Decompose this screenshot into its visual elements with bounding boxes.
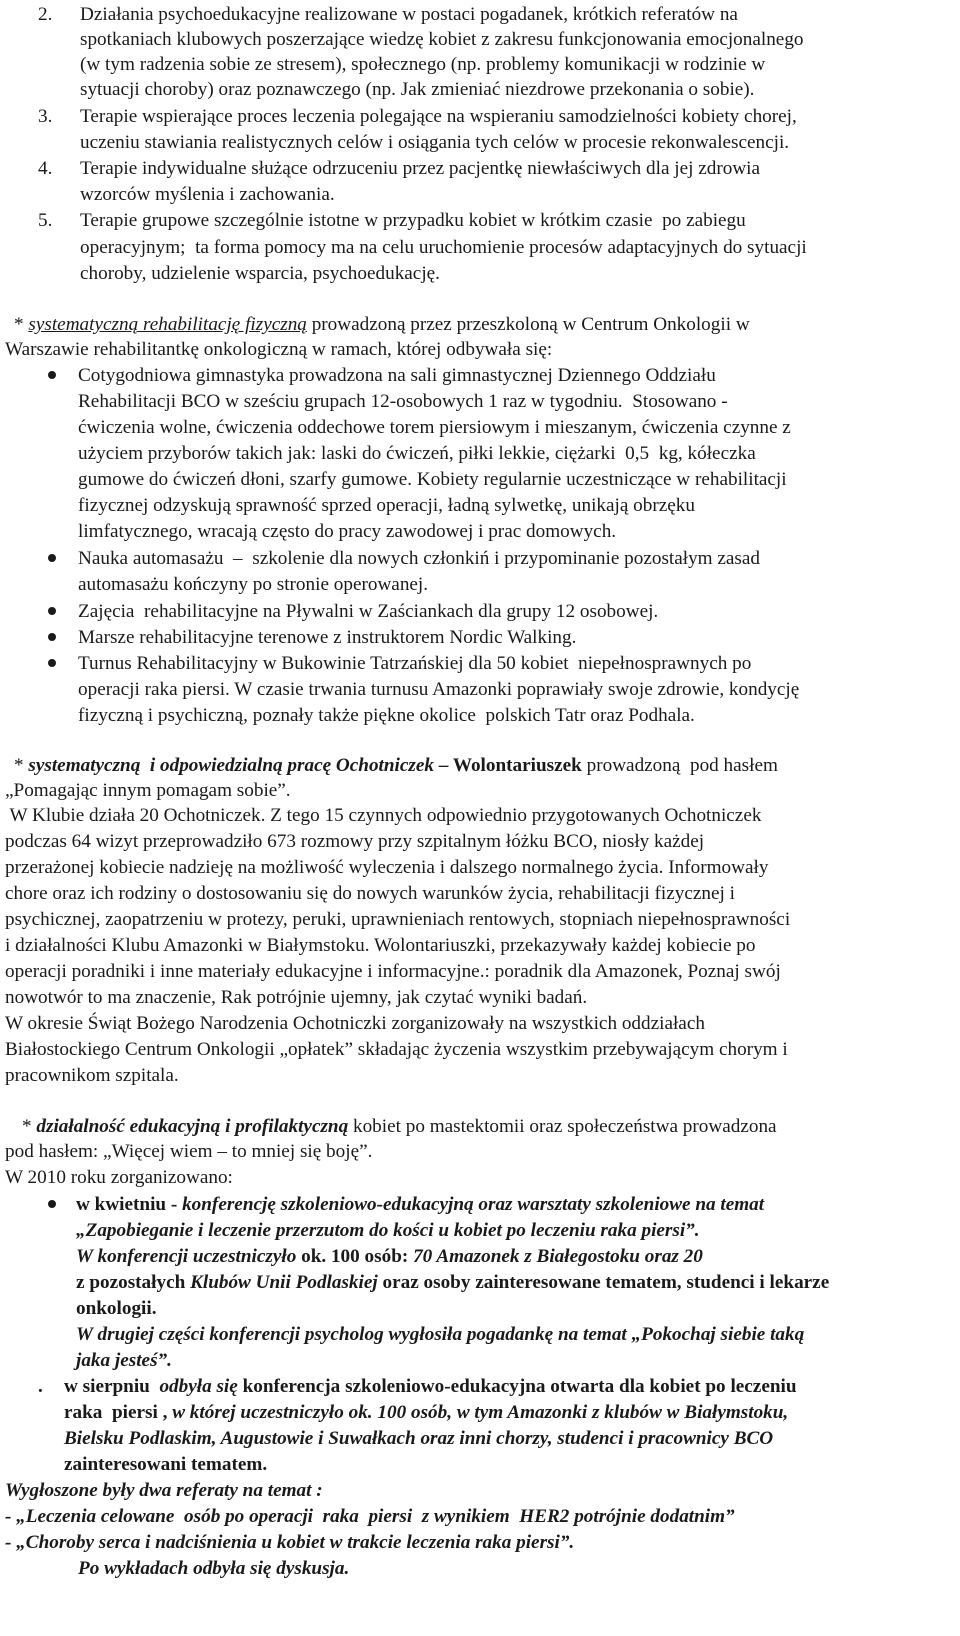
bullet-line: automasażu kończyny po stronie operowanej. — [78, 574, 429, 595]
paragraph-line: wzorców myślenia i zachowania. — [80, 184, 335, 205]
paragraph-line: i działalności Klubu Amazonki w Białymstoku. Wolontariuszki, przekazywały każdej kobiecie po — [5, 935, 756, 956]
bullet-line: limfatycznego, wracają często do pracy zawodowej i prac domowych. — [78, 521, 617, 542]
list-number: 2. — [38, 4, 53, 25]
paragraph-line: Terapie indywidualne służące odrzuceniu przez pacjentkę niewłaściwych dla jej zdrowia — [80, 158, 761, 179]
bullet-line: Marsze rehabilitacyjne terenowe z instruktorem Nordic Walking. — [78, 627, 577, 648]
section-heading-line: * systematyczną i odpowiedzialną pracę Ochotniczek – Wolontariuszek prowadzoną pod hasłem — [14, 755, 778, 776]
paragraph-line: W Klubie działa 20 Ochotniczek. Z tego 15 czynnych odpowiednio przygotowanych Ochotniczek — [5, 805, 762, 826]
list-marker: . — [38, 1376, 43, 1397]
bullet-icon — [48, 554, 56, 562]
bullet-line: w kwietniu - konferencję szkoleniowo-edukacyjną oraz warsztaty szkoleniowe na temat — [76, 1194, 765, 1215]
paragraph-line: Terapie grupowe szczególnie istotne w przypadku kobiet w krótkim czasie po zabiegu — [80, 210, 746, 231]
list-number: 4. — [38, 158, 53, 179]
bullet-line: raka piersi , w której uczestniczyło ok. 100 osób, w tym Amazonki z klubów w Białymstoku, — [64, 1402, 789, 1423]
paragraph-line: choroby, udzielenie wsparcia, psychoedukację. — [80, 263, 440, 284]
paragraph-line: Działania psychoedukacyjne realizowane w postaci pogadanek, krótkich referatów na — [80, 4, 738, 25]
bullet-line: Nauka automasażu – szkolenie dla nowych członkiń i przypominanie pozostałym zasad — [78, 548, 761, 569]
section-title: systematyczną rehabilitację fizyczną — [28, 314, 307, 335]
paragraph-line: sytuacji choroby) oraz poznawczego (np. Jak zmieniać niezdrowe przekonania o sobie). — [80, 79, 755, 100]
bullet-line: zainteresowani tematem. — [64, 1454, 268, 1475]
paragraph-line: operacyjnym; ta forma pomocy ma na celu uruchomienie procesów adaptacyjnych do sytuacji — [80, 237, 807, 258]
section-title: systematyczną i odpowiedzialną pracę Ochotniczek — [28, 755, 434, 776]
paragraph-line: W okresie Świąt Bożego Narodzenia Ochotniczki zorganizowały na wszystkich oddziałach — [5, 1013, 705, 1034]
bullet-line: fizycznej odzyskują sprawność sprzed operacji, ładną sylwetkę, unikają obrzęku — [78, 495, 695, 516]
bullet-line: jaka jesteś”. — [76, 1350, 172, 1371]
bullet-line: W konferencji uczestniczyło ok. 100 osób: 70 Amazonek z Białegostoku oraz 20 — [76, 1246, 703, 1267]
bullet-line: operacji raka piersi. W czasie trwania turnusu Amazonki poprawiały swoje zdrowie, kondycję — [78, 679, 800, 700]
bullet-line: fizyczną i psychiczną, poznały także piękne okolice polskich Tatr oraz Podhala. — [78, 705, 695, 726]
paragraph-line: pracownikom szpitala. — [5, 1065, 179, 1086]
section-title: działalność edukacyjną i profilaktyczną — [36, 1116, 349, 1137]
paragraph-line: pod hasłem: „Więcej wiem – to mniej się boję”. — [5, 1141, 373, 1162]
bullet-icon — [48, 371, 56, 379]
paragraph-line: chore oraz ich rodziny o dostosowaniu się do nowych warunków życia, rehabilitacji fizycznej i — [5, 883, 735, 904]
paragraph-line: podczas 64 wizyt przeprowadziło 673 rozmowy przy szpitalnym łóżku BCO, niosły każdej — [5, 831, 705, 852]
bullet-icon — [48, 633, 56, 641]
closing-line: Po wykładach odbyła się dyskusja. — [78, 1558, 350, 1579]
bullet-line: z pozostałych Klubów Unii Podlaskiej oraz osoby zainteresowane tematem, studenci i lekarze — [76, 1272, 830, 1293]
bullet-line: „Zapobieganie i leczenie przerzutom do kości u kobiet po leczeniu raka piersi”. — [76, 1220, 700, 1241]
paragraph-line: spotkaniach klubowych poszerzające wiedzę kobiet z zakresu funkcjonowania emocjonalnego — [80, 29, 804, 50]
list-number: 5. — [38, 210, 53, 231]
paragraph-line: Terapie wspierające proces leczenia polegające na wspieraniu samodzielności kobiety chorej, — [80, 106, 797, 127]
bullet-line: gumowe do ćwiczeń dłoni, szarfy gumowe. Kobiety regularnie uczestniczące w rehabilitacji — [78, 469, 787, 490]
paragraph-line: Białostockiego Centrum Onkologii „opłatek” składając życzenia wszystkim przebywającym chorym i — [5, 1039, 788, 1060]
bullet-line: Rehabilitacji BCO w sześciu grupach 12-osobowych 1 raz w tygodniu. Stosowano - — [78, 391, 728, 412]
bullet-icon — [48, 1200, 56, 1208]
paragraph-line: Warszawie rehabilitantkę onkologiczną w ramach, której odbywała się: — [5, 339, 553, 360]
paragraph-line: przerażonej kobiecie nadzieję na możliwość wyleczenia i dalszego normalnego życia. Informowały — [5, 857, 769, 878]
bullet-line: Cotygodniowa gimnastyka prowadzona na sali gimnastycznej Dziennego Oddziału — [78, 365, 716, 386]
paragraph-line: psychicznej, zaopatrzeniu w protezy, peruki, uprawnieniach rentowych, stopniach niepełnosprawności — [5, 909, 791, 930]
bullet-line: Turnus Rehabilitacyjny w Bukowinie Tatrzańskiej dla 50 kobiet niepełnosprawnych po — [78, 653, 752, 674]
bullet-line: W drugiej części konferencji psycholog wygłosiła pogadankę na temat „Pokochaj siebie taką — [76, 1324, 805, 1345]
bullet-line: onkologii. — [76, 1298, 157, 1319]
bullet-line: Zajęcia rehabilitacyjne na Pływalni w Zaściankach dla grupy 12 osobowej. — [78, 601, 659, 622]
slogan: „Pomagając innym pomagam sobie”. — [5, 780, 291, 801]
section-heading-line: * systematyczną rehabilitację fizyczną prowadzoną przez przeszkoloną w Centrum Onkologii w — [14, 314, 750, 335]
reference-item: - „Choroby serca i nadciśnienia u kobiet w trakcie leczenia raka piersi”. — [5, 1532, 575, 1553]
subheading: Wygłoszone były dwa referaty na temat : — [5, 1480, 323, 1501]
bullet-icon — [48, 659, 56, 667]
reference-item: - „Leczenia celowane osób po operacji raka piersi z wynikiem HER2 potrójnie dodatnim” — [5, 1506, 735, 1527]
paragraph-line: W 2010 roku zorganizowano: — [5, 1167, 233, 1188]
paragraph-line: operacji poradniki i inne materiały edukacyjne i informacyjne.: poradnik dla Amazonek, Poznaj swój — [5, 961, 781, 982]
paragraph-line: uczeniu stawiania realistycznych celów i osiągania tych celów w procesie rekonwalescencji. — [80, 132, 790, 153]
bullet-line: ćwiczenia wolne, ćwiczenia oddechowe torem piersiowym i mieszanym, ćwiczenia czynne z — [78, 417, 791, 438]
bullet-line: Bielsku Podlaskim, Augustowie i Suwałkach oraz inni chorzy, studenci i pracownicy BCO — [64, 1428, 774, 1449]
bullet-icon — [48, 607, 56, 615]
section-heading-line: * działalność edukacyjną i profilaktyczną kobiet po mastektomii oraz społeczeństwa prowadzona — [22, 1116, 777, 1137]
paragraph-line: nowotwór to ma znaczenie, Rak potrójnie ujemny, jak czytać wyniki badań. — [5, 987, 588, 1008]
bullet-line: użyciem przyborów takich jak: laski do ćwiczeń, piłki lekkie, ciężarki 0,5 kg, kółeczka — [78, 443, 756, 464]
list-number: 3. — [38, 106, 53, 127]
bullet-line: w sierpniu odbyła się konferencja szkoleniowo-edukacyjna otwarta dla kobiet po leczeniu — [64, 1376, 797, 1397]
paragraph-line: (w tym radzenia sobie ze stresem), społecznego (np. problemy komunikacji w rodzinie w — [80, 54, 766, 75]
